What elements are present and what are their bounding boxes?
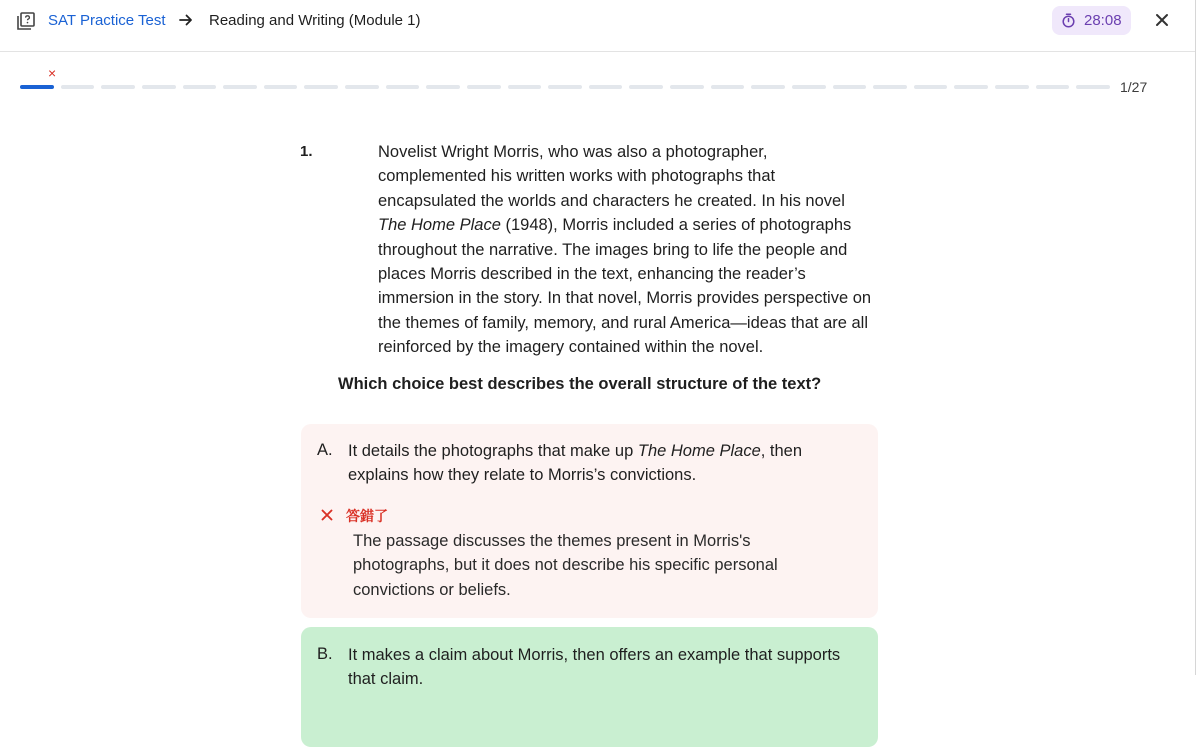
top-bar xyxy=(0,0,1195,52)
progress-segment[interactable] xyxy=(426,85,460,89)
progress-segment[interactable] xyxy=(1076,85,1110,89)
progress-segment[interactable] xyxy=(467,85,501,89)
book-title: The Home Place xyxy=(637,442,761,460)
choice-b-line xyxy=(348,667,840,691)
text-segment: complemented his written works with photographs that xyxy=(378,167,776,186)
choice-letter: B. xyxy=(317,645,333,663)
question-prompt: Which choice best describes the overall structure of the text? xyxy=(338,375,822,393)
text-segment: places Morris described in the text, enhancing the reader’s xyxy=(378,265,806,284)
progress-segment[interactable] xyxy=(995,85,1029,89)
text-segment: Novelist Wright Morris, who was also a photographer, xyxy=(378,143,768,161)
feedback-line: convictions or beliefs. xyxy=(353,580,511,599)
progress-segment[interactable] xyxy=(833,85,867,89)
passage-line xyxy=(378,164,898,188)
question-number: 1. xyxy=(300,143,313,160)
progress-segment[interactable] xyxy=(183,85,217,89)
text-segment: It details the photographs that make up xyxy=(348,442,638,460)
choice-a-line xyxy=(348,439,802,463)
choice-a-line xyxy=(348,463,802,487)
progress-segment[interactable] xyxy=(61,85,95,89)
progress-segment[interactable] xyxy=(792,85,826,89)
wrong-answer-mark: × xyxy=(48,65,57,81)
progress-segment[interactable] xyxy=(223,85,257,89)
progress-segment[interactable] xyxy=(101,85,135,89)
choice-letter: A. xyxy=(317,441,333,459)
book-title: The Home Place xyxy=(378,216,501,235)
text-segment: , then xyxy=(760,442,803,460)
text-segment: throughout the narrative. The images bring to life the people and xyxy=(378,240,848,259)
text-segment: explains how they relate to Morris’s convictions. xyxy=(348,466,697,485)
progress-segment[interactable] xyxy=(264,85,298,89)
choice-text xyxy=(348,439,802,488)
close-icon[interactable] xyxy=(1152,10,1172,30)
choice-text xyxy=(348,643,840,692)
progress-segment[interactable] xyxy=(954,85,988,89)
passage-line xyxy=(378,286,898,310)
passage-line xyxy=(378,311,898,335)
progress-segment[interactable] xyxy=(142,85,176,89)
text-segment: (1948), Morris included a series of photographs xyxy=(500,216,852,235)
text-segment: immersion in the story. In that novel, Morris provides perspective on xyxy=(378,289,872,308)
progress-segment[interactable] xyxy=(508,85,542,89)
progress-segment[interactable] xyxy=(873,85,907,89)
answer-choice-b[interactable] xyxy=(301,627,878,747)
progress-segment[interactable] xyxy=(711,85,745,89)
feedback-line: photographs, but it does not describe his specific personal xyxy=(353,556,778,575)
question-progress-bar xyxy=(20,85,1110,89)
progress-segment[interactable] xyxy=(751,85,785,89)
passage-line xyxy=(378,262,898,286)
answer-choice-a[interactable] xyxy=(301,424,878,618)
quiz-icon xyxy=(16,11,36,31)
breadcrumb-current: Reading and Writing (Module 1) xyxy=(209,12,421,29)
arrow-right-icon xyxy=(178,12,194,28)
timer-value: 28:08 xyxy=(1084,12,1122,29)
progress-counter: 1/27 xyxy=(1120,79,1148,95)
passage-line xyxy=(378,213,898,237)
passage-line xyxy=(378,140,898,164)
text-segment: the themes of family, memory, and rural America—ideas that are all xyxy=(378,313,869,332)
feedback-explanation xyxy=(353,529,778,602)
text-segment: encapsulated the worlds and characters he created. In his novel xyxy=(378,191,845,210)
incorrect-icon xyxy=(321,509,333,521)
feedback-line: The passage discusses the themes present in Morris's xyxy=(353,532,751,550)
passage-line xyxy=(378,238,898,262)
progress-segment[interactable] xyxy=(386,85,420,89)
progress-segment[interactable] xyxy=(670,85,704,89)
question-passage xyxy=(378,140,898,360)
progress-segment[interactable] xyxy=(914,85,948,89)
choice-b-line xyxy=(348,643,840,667)
timer-icon xyxy=(1061,13,1076,28)
incorrect-label: 答錯了 xyxy=(346,508,388,524)
text-segment: It makes a claim about Morris, then offers an example that supports xyxy=(348,646,841,664)
timer-badge xyxy=(1052,6,1131,35)
progress-segment[interactable] xyxy=(1036,85,1070,89)
text-segment: that claim. xyxy=(348,670,424,689)
progress-segment[interactable] xyxy=(20,85,54,89)
text-segment: reinforced by the imagery contained within the novel. xyxy=(378,338,764,357)
progress-segment[interactable] xyxy=(304,85,338,89)
progress-segment[interactable] xyxy=(548,85,582,89)
passage-line xyxy=(378,335,898,359)
breadcrumb-home-link[interactable]: SAT Practice Test xyxy=(48,12,166,29)
progress-segment[interactable] xyxy=(589,85,623,89)
progress-segment[interactable] xyxy=(629,85,663,89)
passage-line xyxy=(378,189,898,213)
progress-segment[interactable] xyxy=(345,85,379,89)
